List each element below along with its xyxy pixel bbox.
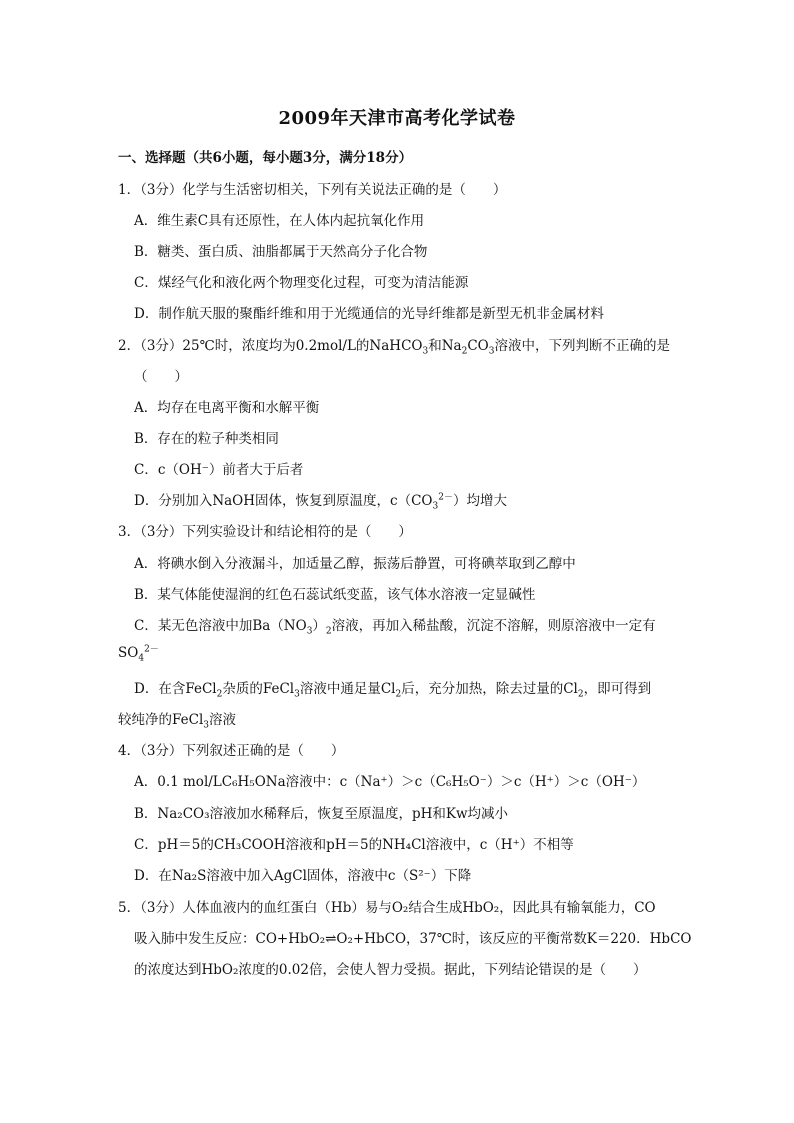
question-2-option-c: C．c（OH⁻）前者大于后者 <box>134 462 304 478</box>
question-5-stem-line-3: 的浓度达到HbO₂浓度的0.02倍，会使人智力受损。据此，下列结论错误的是（ ） <box>134 962 647 978</box>
question-3-option-c-continued: $SO_4^{2-}$ <box>118 644 159 664</box>
question-3-option-c: C．某无色溶液中加$Ba(NO_3)_2$溶液，再加入稀盐酸，沉淀不溶解，则原溶液中一定有 <box>134 618 656 637</box>
question-4-option-d: D．在Na₂S溶液中加入AgCl固体，溶液中c（S²⁻）下降 <box>134 868 472 884</box>
question-5-stem-line-2: 吸入肺中发生反应：CO+HbO₂⇌O₂+HbCO，37℃时，该反应的平衡常数K＝220．HbCO <box>134 931 692 947</box>
question-2-stem: 2．（3分）25℃时，浓度均为0.2mol/L的NaHCO$_3$和$Na_2CO_3$溶液中，下列判断不正确的是 <box>118 338 670 357</box>
question-4-option-c: C．pH＝5的CH₃COOH溶液和pH＝5的NH₄Cl溶液中，c（H⁺）不相等 <box>134 837 574 853</box>
page-title: 2009年天津市高考化学试卷 <box>278 108 516 129</box>
question-5-stem-line-1: 5．（3分）人体血液内的血红蛋白（Hb）易与O₂结合生成HbO₂，因此具有输氧能力，CO <box>118 900 656 916</box>
question-4-option-a: A．0.1 mol/LC₆H₅ONa溶液中：c（Na⁺）＞c（C₆H₅O⁻）＞c（H⁺）＞c（OH⁻） <box>134 774 646 790</box>
question-2-option-b: B．存在的粒子种类相同 <box>134 431 279 447</box>
question-1-option-c: C．煤经气化和液化两个物理变化过程，可变为清洁能源 <box>134 275 469 291</box>
question-1-option-d: D．制作航天服的聚酯纤维和用于光缆通信的光导纤维都是新型无机非金属材料 <box>134 306 604 322</box>
question-2-option-a: A．均存在电离平衡和水解平衡 <box>134 400 320 416</box>
question-1-option-b: B．糖类、蛋白质、油脂都属于天然高分子化合物 <box>134 244 428 260</box>
question-2-option-d: D．分别加入NaOH固体，恢复到原温度，$c(CO_3^{2-})$均增大 <box>134 492 507 512</box>
question-2-stem-continued: （ ） <box>134 369 188 385</box>
section-heading: 一、选择题（共6小题，每小题3分，满分18分） <box>118 150 413 166</box>
question-1-option-a: A．维生素C具有还原性，在人体内起抗氧化作用 <box>134 213 425 229</box>
question-1-stem: 1．（3分）化学与生活密切相关，下列有关说法正确的是（ ） <box>118 182 507 198</box>
question-3-stem: 3．（3分）下列实验设计和结论相符的是（ ） <box>118 524 412 540</box>
question-4-stem: 4．（3分）下列叙述正确的是（ ） <box>118 743 345 759</box>
question-3-option-a: A．将碘水倒入分液漏斗，加适量乙醇，振荡后静置，可将碘萃取到乙醇中 <box>134 556 576 572</box>
question-3-option-b: B．某气体能使湿润的红色石蕊试纸变蓝，该气体水溶液一定显碱性 <box>134 587 536 603</box>
question-4-option-b: B．Na₂CO₃溶液加水稀释后，恢复至原温度，pH和Kw均减小 <box>134 806 509 822</box>
question-3-option-d-continued: 较纯净的FeCl$_3$溶液 <box>118 712 236 731</box>
question-3-option-d: D．在含FeCl$_2$杂质的FeCl$_3$溶液中通足量$Cl_2$后，充分加热，除去过量的$Cl_2$，即可得到 <box>134 681 652 700</box>
